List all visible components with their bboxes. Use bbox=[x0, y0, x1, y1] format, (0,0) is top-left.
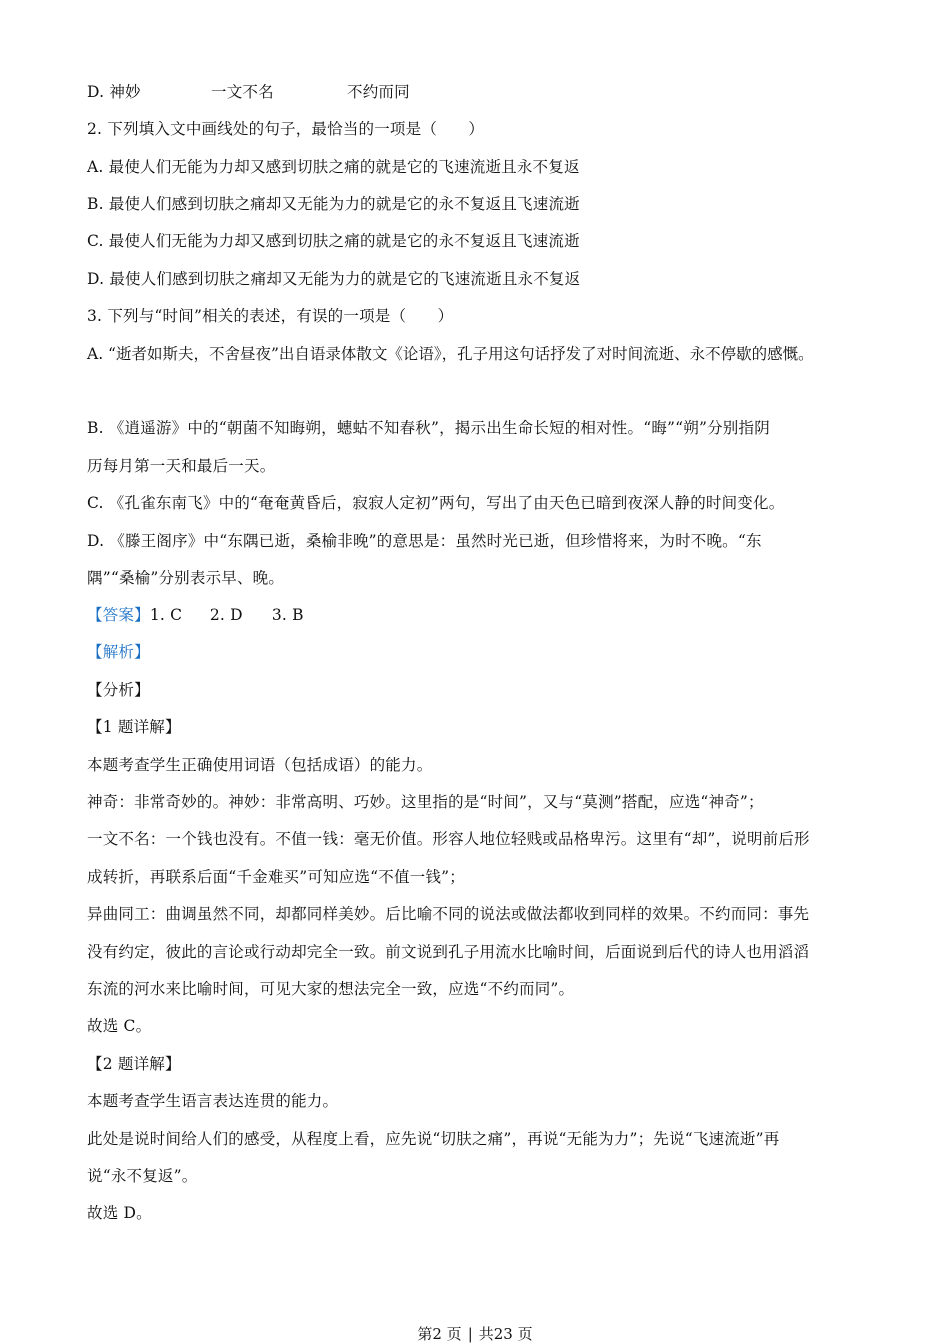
q2-detail-heading: 【2 题详解】 bbox=[87, 1055, 181, 1073]
analysis-tag: 【解析】 bbox=[87, 643, 150, 661]
q1-detail-p2: 神奇：非常奇妙的。神妙：非常高明、巧妙。这里指的是“时间”，又与“莫测”搭配，应选“神奇”； bbox=[87, 793, 764, 811]
q1-option-d-word2: 一文不名 bbox=[211, 83, 274, 101]
q2-detail-conclusion: 故选 D。 bbox=[87, 1204, 152, 1222]
q2-stem: 2. 下列填入文中画线处的句子，最恰当的一项是（ ） bbox=[87, 120, 485, 138]
answer-3: 3. B bbox=[271, 606, 304, 624]
q1-option-d-word3: 不约而同 bbox=[347, 83, 410, 101]
answer-1: 1. C bbox=[149, 606, 183, 624]
page-number: 第2 页 bbox=[417, 1325, 462, 1343]
q2-detail-p1: 本题考查学生语言表达连贯的能力。 bbox=[87, 1092, 339, 1110]
answer-line bbox=[87, 605, 304, 625]
q3-option-a: A. “逝者如斯夫，不舍昼夜”出自语录体散文《论语》，孔子用这句话抒发了对时间流逝、永不停歇的感慨。 bbox=[87, 345, 814, 363]
answer-tag: 【答案】 bbox=[87, 606, 150, 624]
q1-detail-p4-line1: 异曲同工：曲调虽然不同，却都同样美妙。后比喻不同的说法或做法都收到同样的效果。不约而同：事先 bbox=[87, 905, 810, 923]
q1-detail-p4-line3: 东流的河水来比喻时间，可见大家的想法完全一致，应选“不约而同”。 bbox=[87, 980, 575, 998]
q2-option-c: C. 最使人们无能为力却又感到切肤之痛的就是它的永不复返且飞速流逝 bbox=[87, 232, 580, 250]
q2-detail-p2-line2: 说“永不复返”。 bbox=[87, 1167, 198, 1185]
q1-detail-conclusion: 故选 C。 bbox=[87, 1017, 152, 1035]
q3-option-b-line1: B. 《逍遥游》中的“朝菌不知晦朔，蟪蛄不知春秋”，揭示出生命长短的相对性。“晦”“朔”分别指阴 bbox=[87, 419, 770, 437]
q1-detail-p1: 本题考查学生正确使用词语（包括成语）的能力。 bbox=[87, 756, 433, 774]
q3-stem: 3. 下列与“时间”相关的表述，有误的一项是（ ） bbox=[87, 307, 454, 325]
answer-2: 2. D bbox=[209, 606, 243, 624]
total-pages: 共23 页 bbox=[478, 1325, 533, 1343]
q1-detail-p4-line2: 没有约定，彼此的言论或行动却完全一致。前文说到孔子用流水比喻时间，后面说到后代的诗人也用滔滔 bbox=[87, 943, 810, 961]
q3-option-d-line1: D. 《滕王阁序》中“东隅已逝，桑榆非晚”的意思是：虽然时光已逝，但珍惜将来，为时不晚。“东 bbox=[87, 532, 762, 550]
page-footer bbox=[0, 1323, 950, 1344]
q1-detail-p3-line1: 一文不名：一个钱也没有。不值一钱：毫无价值。形容人地位轻贱或品格卑污。这里有“却”，说明前后形 bbox=[87, 830, 810, 848]
footer-separator: | bbox=[467, 1325, 473, 1343]
analysis-heading: 【分析】 bbox=[87, 681, 150, 699]
q1-detail-heading: 【1 题详解】 bbox=[87, 718, 181, 736]
q2-option-a: A. 最使人们无能为力却又感到切肤之痛的就是它的飞速流逝且永不复返 bbox=[87, 158, 580, 176]
q3-option-d-line2: 隅”“桑榆”分别表示早、晚。 bbox=[87, 569, 285, 587]
q1-detail-p3-line2: 成转折，再联系后面“千金难买”可知应选“不值一钱”； bbox=[87, 868, 465, 886]
q3-option-c: C. 《孔雀东南飞》中的“奄奄黄昏后，寂寂人定初”两句，写出了由天色已暗到夜深人静的时间变化。 bbox=[87, 494, 785, 512]
q3-option-b-line2: 历每月第一天和最后一天。 bbox=[87, 457, 276, 475]
q2-option-d: D. 最使人们感到切肤之痛却又无能为力的就是它的飞速流逝且永不复返 bbox=[87, 270, 581, 288]
q2-detail-p2-line1: 此处是说时间给人们的感受，从程度上看，应先说“切肤之痛”，再说“无能为力”；先说“飞速流逝”再 bbox=[87, 1130, 780, 1148]
q1-option-d-label: D. 神妙 bbox=[87, 83, 141, 101]
q2-option-b: B. 最使人们感到切肤之痛却又无能为力的就是它的永不复返且飞速流逝 bbox=[87, 195, 580, 213]
q1-option-d bbox=[87, 82, 410, 102]
